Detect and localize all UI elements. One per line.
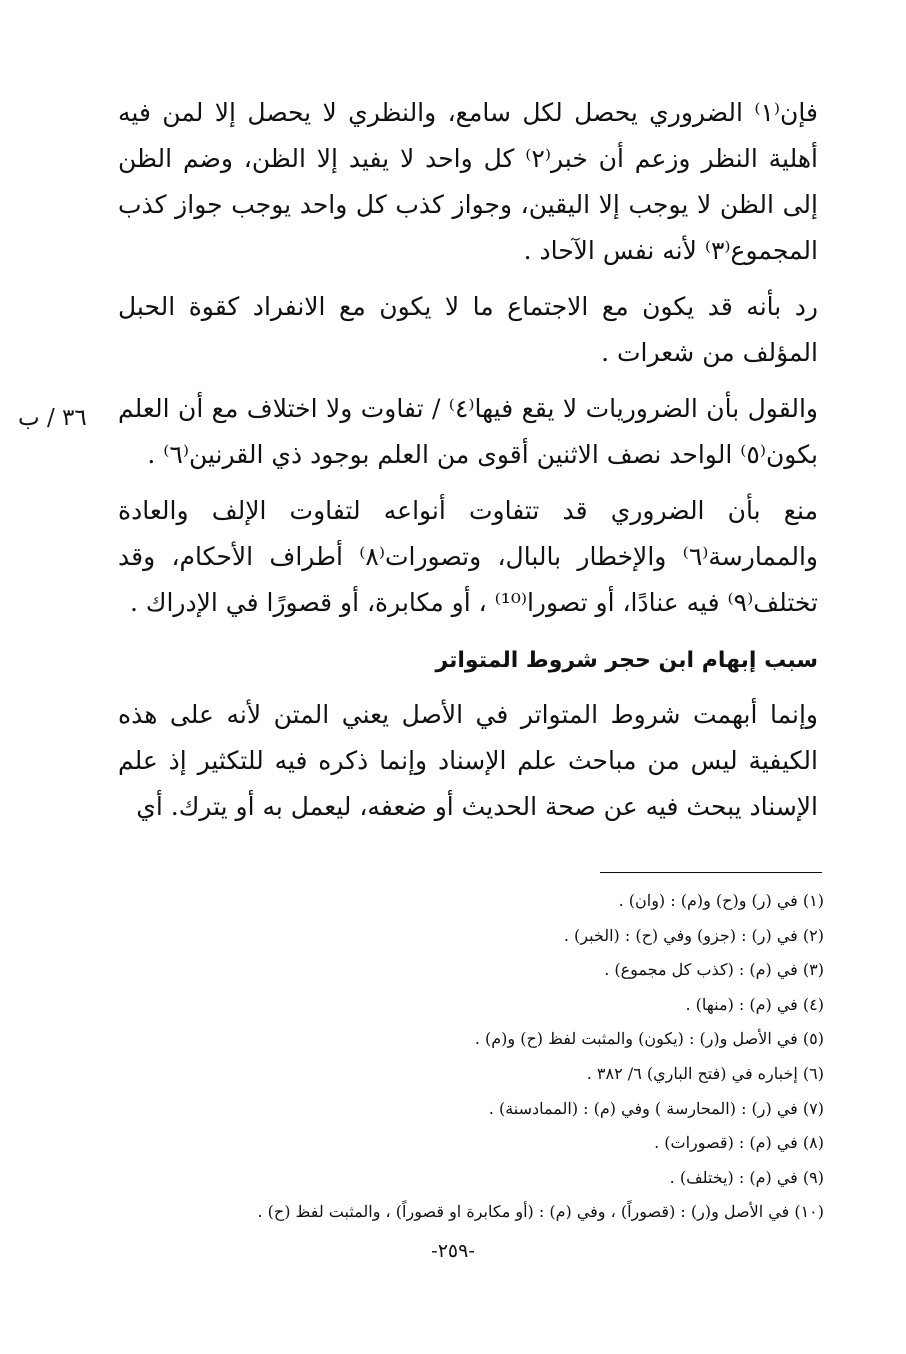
paragraph-2: رد بأنه قد يكون مع الاجتماع ما لا يكون مع الانفراد كقوة الحبل المؤلف من شعرات .: [118, 292, 818, 367]
main-text: [118, 90, 818, 830]
section-heading: سبب إبهام ابن حجر شروط المتواتر: [435, 648, 818, 673]
footnote-4: (٤) في (م) : (منها) .: [685, 994, 824, 1014]
paragraph-4: منع بأن الضروري قد تتفاوت أنواعه لتفاوت الإلف والعادة والممارسة⁽٦⁾ والإخطار بالبال، وتصورات⁽٨⁾ أطراف الأحكام، وقد تختلف⁽٩⁾ فيه عنادًا، أو تصورا⁽¹⁰⁾ ، أو مكابرة، أو قصورًا في الإدراك .: [118, 496, 818, 617]
footnote-7: (٧) في (ر) : (المحارسة ) وفي (م) : (المماد‌سنة) .: [488, 1098, 824, 1118]
manuscript-folio-note: ٣٦ / ب: [18, 405, 87, 431]
footnote-5: (٥) في الأصل و(ر) : (يكون) والمثبت لفظ (ح) و(م) .: [474, 1029, 824, 1049]
footnote-8: (٨) في (م) : (قصورات) .: [654, 1133, 824, 1153]
paragraph-5: وإنما أبهمت شروط المتواتر في الأصل يعني المتن لأنه على هذه الكيفية ليس من مباحث علم الإسناد وإنما ذكره فيه للتكثير إذ علم الإسناد يبحث فيه عن صحة الحديث أو ضعفه، ليعمل به أو يترك. أي: [118, 700, 818, 821]
footnote-1: (١) في (ر) و(ح) و(م) : (وان) .: [618, 891, 824, 910]
footnotes: [118, 884, 824, 1230]
footnote-9: (٩) في (م) : (يختلف) .: [669, 1167, 824, 1187]
footnote-6: (٦) إخباره في (فتح الباري) ٦/ ٣٨٢ .: [586, 1063, 824, 1083]
footnote-divider: [600, 872, 822, 873]
paragraph-1: فإن⁽١⁾ الضروري يحصل لكل سامع، والنظري لا يحصل إلا لمن فيه أهلية النظر وزعم أن خبر⁽٢⁾ كل واحد لا يفيد إلا الظن، وضم الظن إلى الظن لا يوجب إلا اليقين، وجواز كذب كل واحد يوجب جواز كذب المجموع⁽٣⁾ لأنه نفس الآحاد .: [118, 98, 818, 265]
footnote-10: (١٠) في الأصل و(ر) : (قصوراً) ، وفي (م) : (أو مكابرة او قصوراً) ، والمثبت لفظ (ح) .: [257, 1202, 824, 1222]
page-number: -٢٥٩-: [431, 1240, 475, 1262]
paragraph-3: والقول بأن الضروريات لا يقع فيها⁽٤⁾ / تفاوت ولا اختلاف مع أن العلم بكون⁽٥⁾ الواحد نصف الاثنين أقوى من العلم بوجود ذي القرنين⁽٦⁾ .: [118, 394, 818, 469]
footnote-2: (٢) في (ر) : (جزو) وفي (ح) : (الخبر) .: [563, 925, 824, 945]
footnote-3: (٣) في (م) : (كذب كل مجموع) .: [604, 960, 824, 980]
